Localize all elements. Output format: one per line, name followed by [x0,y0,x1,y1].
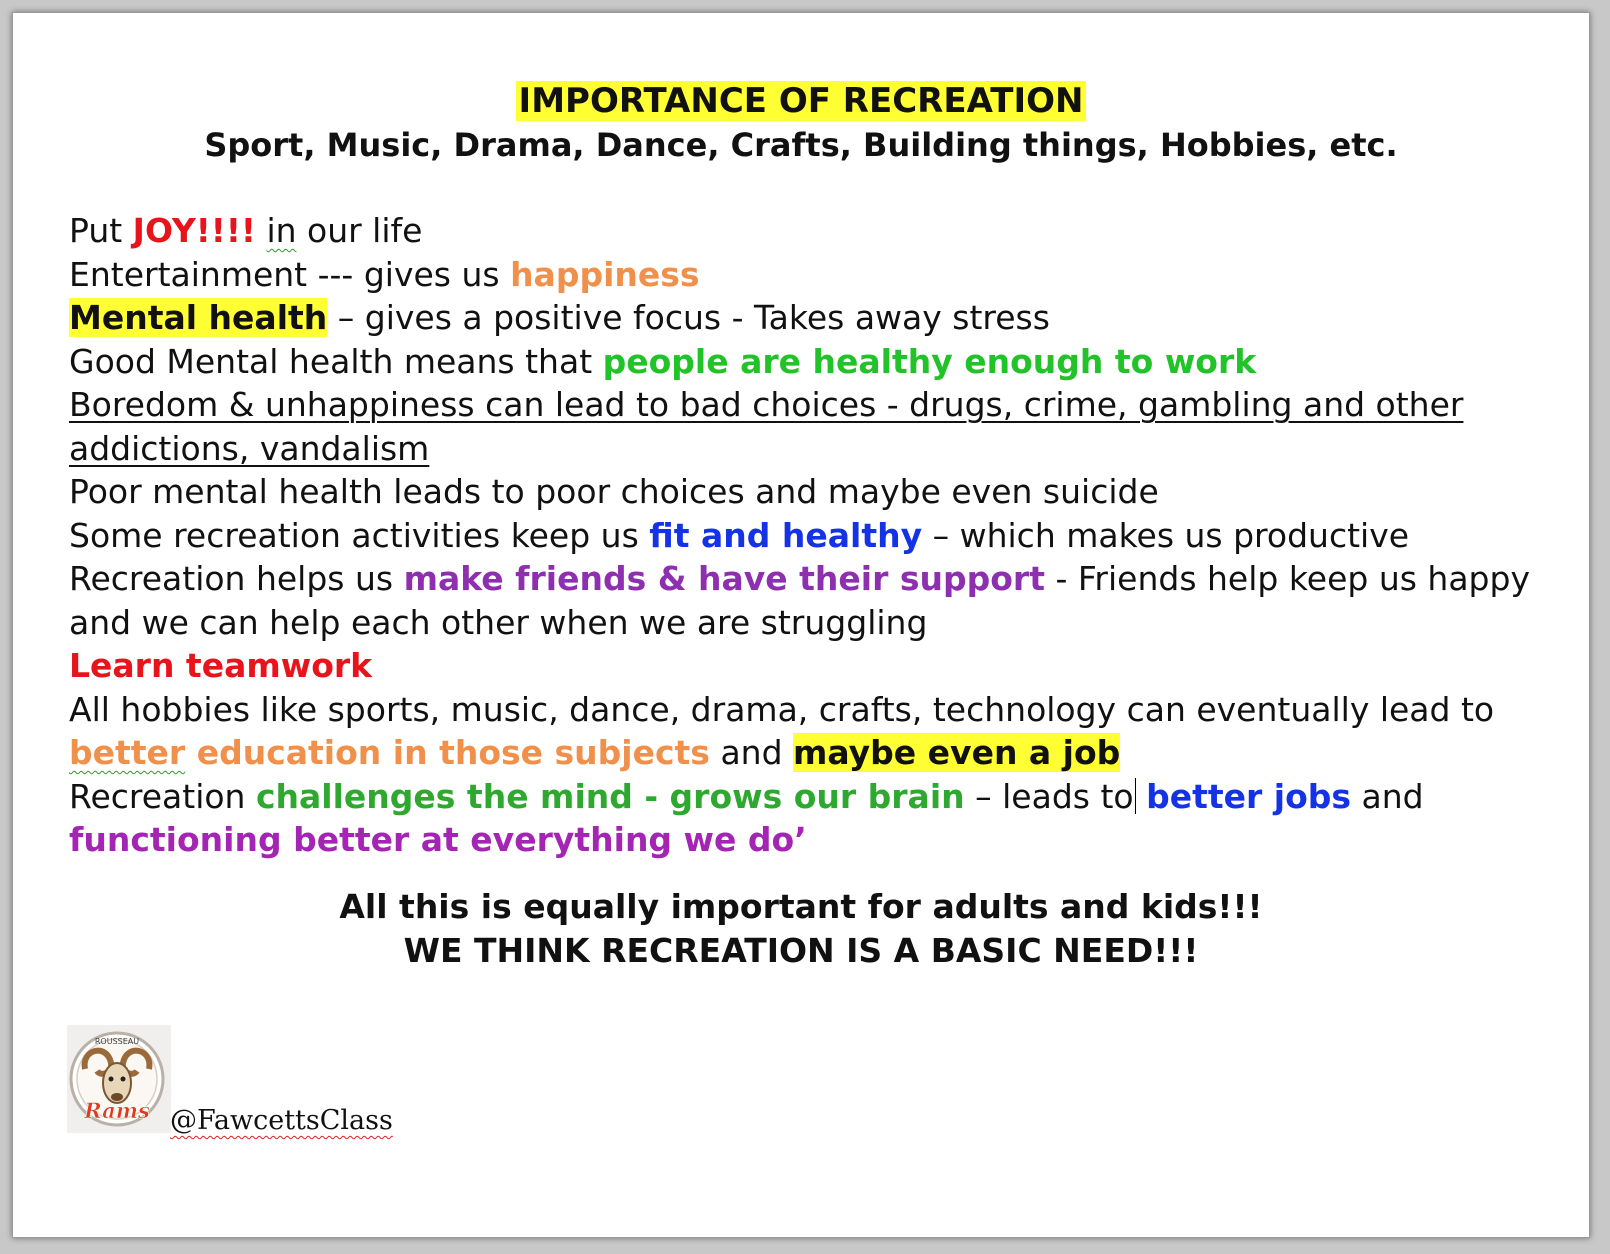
spelling-flag: better [69,733,186,772]
closing-line-1: All this is equally important for adults and kids!!! [339,887,1263,926]
happiness-text: happiness [510,254,700,294]
school-logo [67,1025,171,1133]
grows-brain-text: challenges the mind - grows our brain [255,776,965,816]
line-functioning: functioning better at everything we do’ [69,820,807,859]
logo-script-text: Rams [84,1098,150,1123]
line-hobbies-cont: better education in those subjects and maybe even a job [69,733,1121,772]
fit-healthy-text: fit and healthy [649,515,923,555]
mental-health-highlight: Mental health [69,298,328,337]
line-friends-cont: and we can help each other when we are struggling [69,602,928,642]
line-hobbies: All hobbies like sports, music, dance, drama, crafts, technology can eventually lead to [69,689,1495,729]
friends-text: make friends & have their support [403,559,1045,598]
line-challenges: Recreation challenges the mind - grows our brain – leads to better jobs and [69,776,1424,816]
title-highlight: IMPORTANCE OF RECREATION [516,81,1087,121]
document-title [13,81,1589,121]
line-teamwork: Learn teamwork [69,646,373,685]
joy-text: JOY!!!! [132,211,256,250]
line-entertainment: Entertainment --- gives us happiness [69,254,700,294]
document-subtitle: Sport, Music, Drama, Dance, Crafts, Building things, Hobbies, etc. [204,126,1398,164]
grammar-flag: in [266,211,297,250]
line-poor-mental-health: Poor mental health leads to poor choices and maybe even suicide [69,472,1159,511]
document-body [69,209,1549,862]
line-good-mental-health: Good Mental health means that people are healthy enough to work [69,341,1257,381]
line-boredom: Boredom & unhappiness can lead to bad choices - drugs, crime, gambling and other [69,385,1464,424]
better-jobs-text: better jobs [1146,776,1352,816]
rams-logo-icon [67,1025,171,1133]
document-page [12,12,1590,1238]
line-joy: Put JOY!!!! in our life [69,211,423,250]
closing-line-2: WE THINK RECREATION IS A BASIC NEED!!! [403,931,1199,970]
healthy-work-text: people are healthy enough to work [602,341,1257,381]
job-highlight: maybe even a job [793,733,1121,772]
twitter-handle: @FawcettsClass [170,1105,393,1136]
line-friends: Recreation helps us make friends & have their support - Friends help keep us happy [69,559,1530,598]
line-fit-healthy: Some recreation activities keep us fit and healthy – which makes us productive [69,515,1410,555]
line-mental-health: Mental health – gives a positive focus - Takes away stress [69,298,1050,337]
logo-top-text: ROUSSEAU [94,1037,140,1046]
line-boredom-cont: addictions, vandalism [69,428,430,468]
